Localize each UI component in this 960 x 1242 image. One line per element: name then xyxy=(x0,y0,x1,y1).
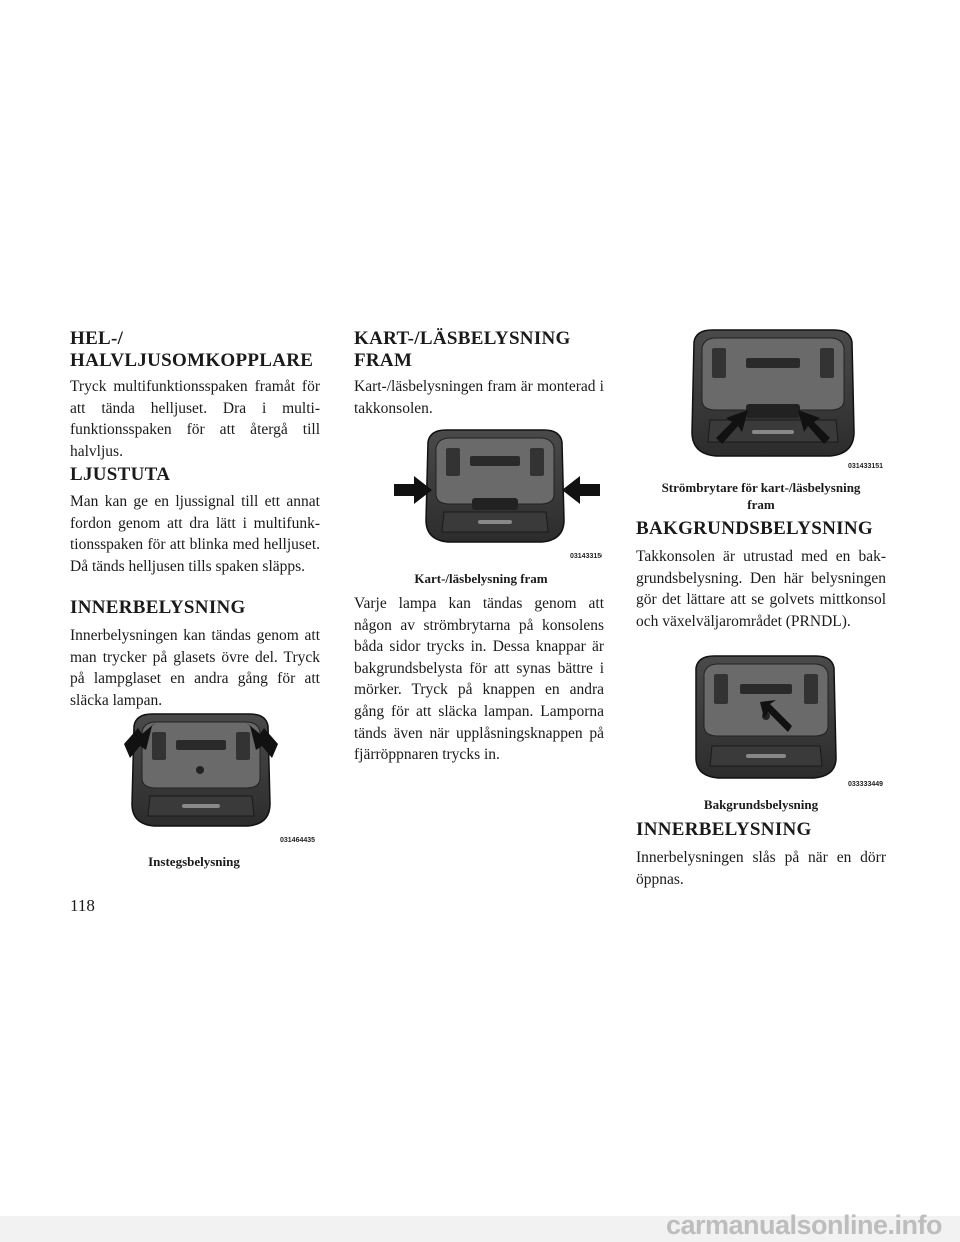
overhead-console-image xyxy=(672,326,892,476)
caption-ambient-light: Bakgrundsbelysning xyxy=(703,797,819,812)
figure-code: 033333449 xyxy=(848,781,884,788)
figure-code: 031433150 xyxy=(570,553,602,560)
overhead-console-image xyxy=(112,712,322,848)
paragraph-map-lights-operation: Varje lampa kan tändas genom att någon av strömbrytarna på konsolens båda sidor trycks in. Dessa knappar är bakgrundsbelysta för att synas bättre i mörker. Tryck på knappen en andra gång för att släcka lampan. Lamporna tänds även när upplåsningsknappen på fjärröppnaren trycks in. xyxy=(354,595,604,764)
figure-code: 031464435 xyxy=(280,837,316,844)
overhead-console-image xyxy=(692,652,892,792)
figure-ambient-light xyxy=(692,652,892,792)
caption-map-lights: Kart-/läsbelysning fram xyxy=(414,571,548,586)
page-number: 118 xyxy=(70,896,95,915)
overhead-console-image xyxy=(392,428,602,564)
figure-map-lights xyxy=(392,428,602,564)
caption-courtesy-lamps: Instegsbelysning xyxy=(148,854,240,869)
figure-code: 031433151 xyxy=(848,463,884,470)
heading-ambient-light: BAKGRUNDSBELYSNING xyxy=(636,518,873,539)
paragraph-flash-to-pass: Man kan ge en ljussignal till ett annat fordon genom att dra lätt i multifunktionsspaken för att blinka med helljuset. Då tänds helljusen tills spaken släpps. xyxy=(70,493,320,575)
caption-map-light-switches-line2: fram xyxy=(747,497,775,512)
footer-link[interactable]: carmanualsonline.info xyxy=(665,1210,942,1240)
footer-watermark xyxy=(0,1200,960,1242)
heading-flash-to-pass: LJUSTUTA xyxy=(70,464,171,485)
figure-map-light-switches xyxy=(672,326,892,476)
heading-interior-lights-2: INNERBELYSNING xyxy=(636,819,812,840)
paragraph-interior-lights: Innerbelysningen kan tändas genom att man trycker på glasets övre del. Tryck på lampglaset en andra gång för att släcka lampan. xyxy=(70,627,320,709)
heading-headlight-switch-line1: HEL-/ xyxy=(70,328,124,349)
heading-interior-lights: INNERBELYSNING xyxy=(70,597,246,618)
paragraph-interior-lights-2: Innerbelysningen slås på när en dörr öppnas. xyxy=(636,849,886,888)
figure-courtesy-lamps xyxy=(112,712,322,848)
heading-map-lights-line2: FRAM xyxy=(354,350,413,371)
heading-map-lights-line1: KART-/LÄSBELYSNING xyxy=(354,328,571,349)
caption-map-light-switches-line1: Strömbrytare för kart-/läsbelysning xyxy=(661,480,861,495)
heading-headlight-switch-line2: HALVLJUSOMKOPPLARE xyxy=(70,350,314,371)
paragraph-map-lights: Kart-/läsbelysningen fram är monterad i takkonsolen. xyxy=(354,378,604,417)
paragraph-headlight-switch: Tryck multifunktionsspaken framåt för att tända helljuset. Dra i multifunktionsspaken för att återgå till halvljus. xyxy=(70,378,320,460)
paragraph-ambient-light: Takkonsolen är utrustad med en bakgrundsbelysning. Den här belysningen gör det lättare att se golvets mittkonsol och växelväljarområdet (PRNDL). xyxy=(636,548,886,630)
